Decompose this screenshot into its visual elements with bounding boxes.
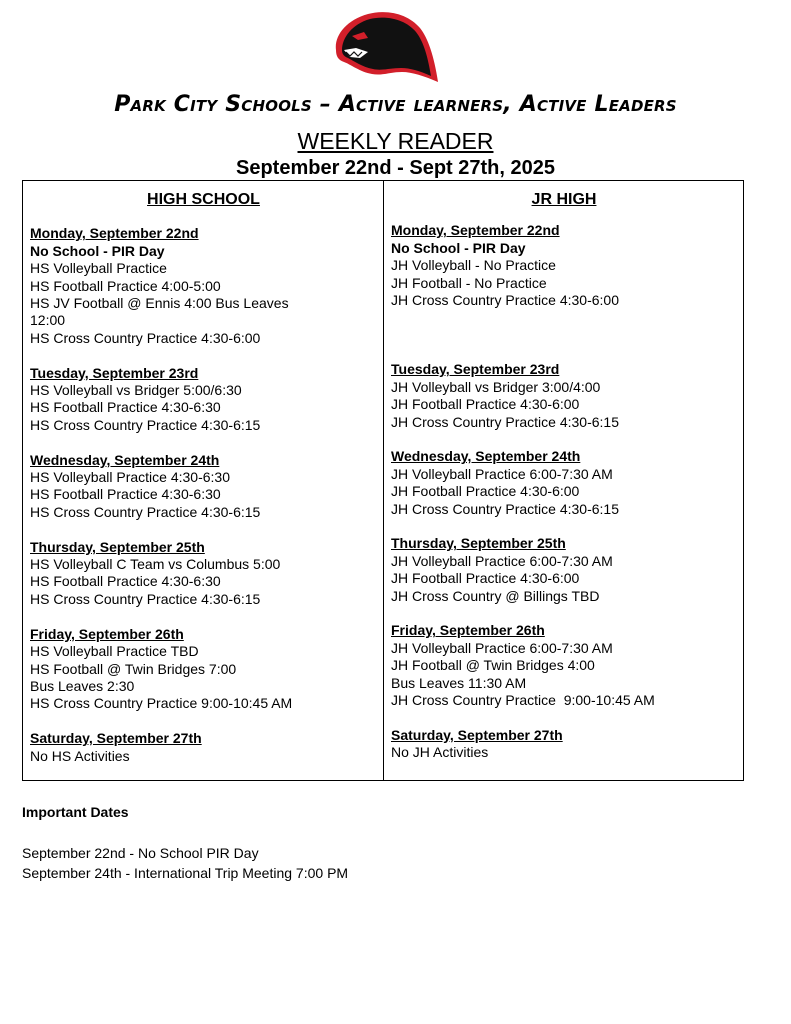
day-block (391, 622, 737, 709)
important-dates-list (22, 843, 348, 883)
schedule-line: HS Volleyball vs Bridger 5:00/6:30 (30, 382, 242, 399)
important-date-item: September 22nd - No School PIR Day (22, 845, 259, 861)
day-title: Wednesday, September 24th (30, 451, 220, 468)
day-block (391, 448, 737, 518)
schedule-line: Bus Leaves 11:30 AM (391, 674, 527, 691)
schedule-line: JH Football Practice 4:30-6:00 (391, 396, 580, 413)
panther-logo (316, 6, 440, 86)
schedule-line: HS Football Practice 4:00-5:00 (30, 277, 221, 294)
day-title: Monday, September 22nd (30, 225, 199, 242)
schedule-line: JH Football @ Twin Bridges 4:00 (391, 657, 595, 674)
day-block (391, 727, 737, 762)
schedule-line: JH Football - No Practice (391, 274, 547, 291)
schedule-line: HS Football Practice 4:30-6:30 (30, 486, 221, 503)
schedule-line: HS Volleyball C Team vs Columbus 5:00 (30, 556, 281, 573)
day-title: Friday, September 26th (30, 625, 184, 642)
schedule-line: HS Volleyball Practice 4:30-6:30 (30, 469, 230, 486)
schedule-line: HS Football @ Twin Bridges 7:00 (30, 660, 237, 677)
schedule-line: HS JV Football @ Ennis 4:00 Bus Leaves 12:00 (30, 295, 289, 329)
day-block (30, 539, 377, 609)
important-date-item: September 24th - International Trip Meeting 7:00 PM (22, 865, 349, 881)
day-title: Tuesday, September 23rd (391, 361, 560, 378)
day-block (30, 626, 377, 713)
day-title: Thursday, September 25th (391, 535, 566, 552)
day-block (30, 452, 377, 522)
schedule-line: HS Volleyball Practice (30, 260, 167, 277)
schedule-line: No School - PIR Day (30, 242, 165, 259)
schedule-line: No School - PIR Day (391, 239, 526, 256)
schedule-line: HS Cross Country Practice 4:30-6:15 (30, 416, 261, 433)
schedule-line: JH Cross Country Practice 9:00-10:45 AM (391, 692, 655, 709)
day-block (391, 535, 737, 605)
schedule-line: JH Volleyball - No Practice (391, 257, 556, 274)
schedule-line: JH Volleyball Practice 6:00-7:30 AM (391, 552, 613, 569)
schedule-table (22, 180, 744, 781)
schedule-line: HS Football Practice 4:30-6:30 (30, 573, 221, 590)
schedule-line: JH Football Practice 4:30-6:00 (391, 570, 580, 587)
important-dates-heading: Important Dates (22, 804, 129, 820)
day-title: Monday, September 22nd (391, 222, 560, 239)
day-title: Friday, September 26th (391, 622, 545, 639)
day-block (391, 222, 737, 309)
schedule-line: HS Cross Country Practice 4:30-6:15 (30, 503, 261, 520)
day-title: Saturday, September 27th (30, 730, 202, 747)
schedule-line: No HS Activities (30, 747, 130, 764)
day-block (30, 225, 377, 347)
schedule-line: JH Volleyball vs Bridger 3:00/4:00 (391, 378, 601, 395)
day-block (30, 730, 377, 765)
schedule-line: JH Volleyball Practice 6:00-7:30 AM (391, 639, 613, 656)
date-range: September 22nd - Sept 27th, 2025 (235, 157, 555, 179)
jr-high-column (383, 181, 743, 780)
day-block (391, 361, 737, 431)
page-title: WEEKLY READER (297, 128, 494, 154)
schedule-line: JH Football Practice 4:30-6:00 (391, 483, 580, 500)
schedule-line: HS Cross Country Practice 9:00-10:45 AM (30, 695, 293, 712)
schedule-line: HS Cross Country Practice 4:30-6:15 (30, 590, 261, 607)
column-heading: JR HIGH (531, 191, 597, 208)
schedule-line: JH Cross Country @ Billings TBD (391, 587, 600, 604)
day-title: Saturday, September 27th (391, 726, 563, 743)
schedule-line: JH Volleyball Practice 6:00-7:30 AM (391, 465, 613, 482)
schedule-line: JH Cross Country Practice 4:30-6:00 (391, 292, 619, 309)
day-title: Tuesday, September 23rd (30, 364, 199, 381)
day-title: Wednesday, September 24th (391, 448, 581, 465)
day-block (30, 365, 377, 435)
schedule-line: HS Cross Country Practice 4:30-6:00 (30, 329, 261, 346)
school-motto: Park City Schools – Active learners, Active Leaders (114, 92, 677, 117)
schedule-line: JH Cross Country Practice 4:30-6:15 (391, 413, 619, 430)
schedule-line: HS Volleyball Practice TBD (30, 643, 199, 660)
schedule-line: HS Football Practice 4:30-6:30 (30, 399, 221, 416)
column-heading: HIGH SCHOOL (147, 191, 260, 208)
schedule-line: No JH Activities (391, 744, 489, 761)
high-school-column (23, 181, 383, 780)
day-title: Thursday, September 25th (30, 538, 205, 555)
schedule-line: JH Cross Country Practice 4:30-6:15 (391, 500, 619, 517)
schedule-line: Bus Leaves 2:30 (30, 677, 135, 694)
